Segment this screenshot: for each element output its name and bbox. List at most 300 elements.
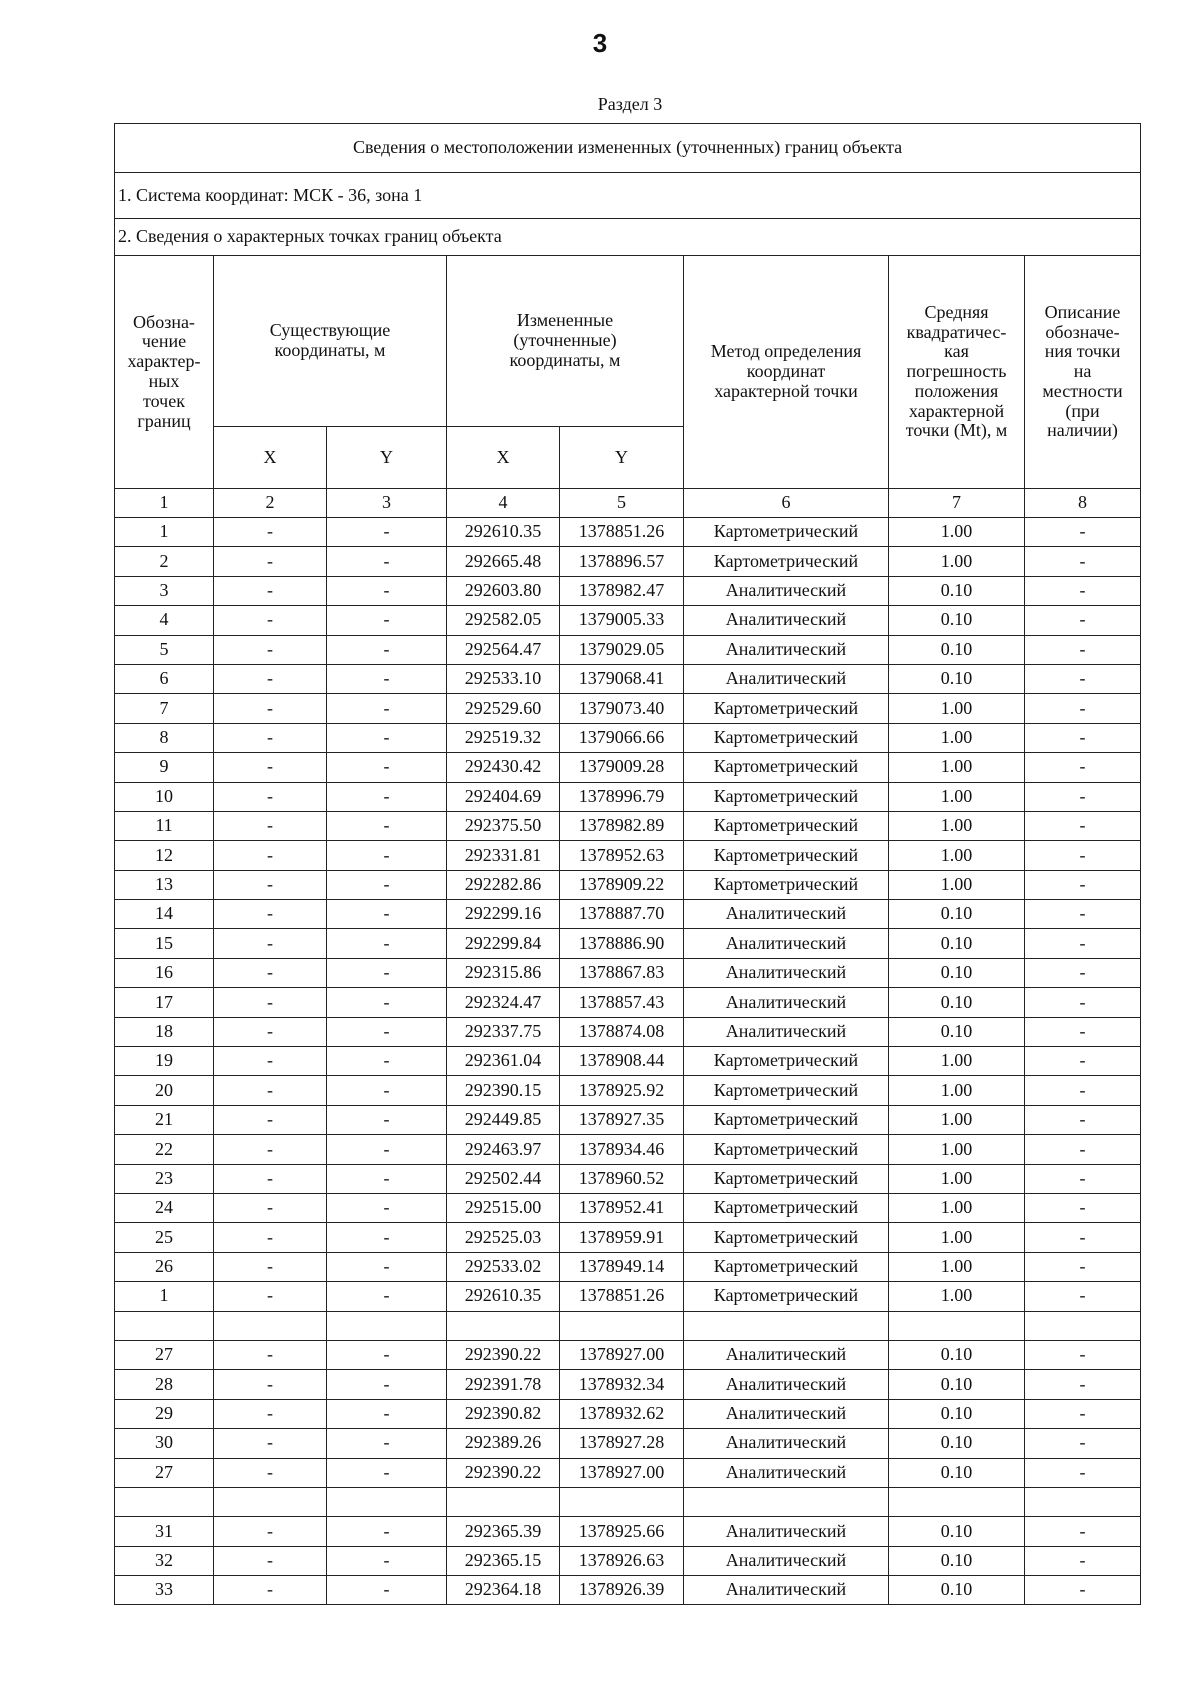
header-line: погрешность — [906, 361, 1007, 382]
existing-x: - — [214, 988, 327, 1017]
description: - — [1025, 753, 1141, 782]
changed-y: 1378927.35 — [560, 1105, 684, 1134]
table-row — [115, 1340, 1141, 1369]
point-number: 26 — [115, 1252, 214, 1281]
existing-x: - — [214, 1576, 327, 1605]
mean-error: 1.00 — [889, 1047, 1025, 1076]
point-number: 18 — [115, 1017, 214, 1046]
existing-x: - — [214, 958, 327, 987]
header-method — [684, 256, 889, 489]
changed-y: 1378927.00 — [560, 1458, 684, 1487]
method: Аналитический — [684, 1399, 889, 1428]
changed-x: 292564.47 — [447, 635, 560, 664]
point-number: 30 — [115, 1429, 214, 1458]
point-number: 27 — [115, 1340, 214, 1369]
changed-y: 1378949.14 — [560, 1252, 684, 1281]
mean-error: 0.10 — [889, 1017, 1025, 1046]
mean-error: 0.10 — [889, 635, 1025, 664]
description: - — [1025, 1458, 1141, 1487]
method: Картометрический — [684, 1193, 889, 1222]
changed-y: 1379009.28 — [560, 753, 684, 782]
method: Аналитический — [684, 988, 889, 1017]
header-line: квадратичес- — [906, 321, 1007, 342]
existing-y: - — [327, 1576, 447, 1605]
description: - — [1025, 1340, 1141, 1369]
changed-y: 1378927.00 — [560, 1340, 684, 1369]
header-line: характер- — [127, 351, 201, 372]
header-line: Существующие — [269, 320, 391, 341]
description: - — [1025, 518, 1141, 547]
description: - — [1025, 1164, 1141, 1193]
description — [1025, 1487, 1141, 1516]
method: Картометрический — [684, 1047, 889, 1076]
existing-y: - — [327, 576, 447, 605]
existing-y: - — [327, 929, 447, 958]
existing-y: - — [327, 1076, 447, 1105]
point-number: 29 — [115, 1399, 214, 1428]
point-number: 24 — [115, 1193, 214, 1222]
changed-y: 1378952.63 — [560, 841, 684, 870]
existing-x: - — [214, 811, 327, 840]
mean-error: 0.10 — [889, 958, 1025, 987]
mean-error: 0.10 — [889, 1546, 1025, 1575]
point-number: 31 — [115, 1517, 214, 1546]
mean-error: 0.10 — [889, 929, 1025, 958]
table-row — [115, 1135, 1141, 1164]
mean-error: 1.00 — [889, 753, 1025, 782]
table-row — [115, 1370, 1141, 1399]
point-number: 19 — [115, 1047, 214, 1076]
description: - — [1025, 1017, 1141, 1046]
point-number: 13 — [115, 870, 214, 899]
method: Аналитический — [684, 1546, 889, 1575]
changed-x: 292449.85 — [447, 1105, 560, 1134]
existing-x: - — [214, 1047, 327, 1076]
point-number — [115, 1487, 214, 1516]
table-row — [115, 635, 1141, 664]
point-number: 22 — [115, 1135, 214, 1164]
changed-x: 292533.10 — [447, 664, 560, 693]
changed-y: 1378982.47 — [560, 576, 684, 605]
existing-y: - — [327, 1193, 447, 1222]
existing-y: - — [327, 664, 447, 693]
table-row — [115, 1399, 1141, 1428]
existing-x — [214, 1311, 327, 1340]
changed-y: 1378934.46 — [560, 1135, 684, 1164]
point-number: 4 — [115, 606, 214, 635]
header-line: кая — [944, 341, 969, 362]
existing-y: - — [327, 1105, 447, 1134]
changed-x: 292404.69 — [447, 782, 560, 811]
existing-x: - — [214, 1076, 327, 1105]
changed-y: 1378886.90 — [560, 929, 684, 958]
method: Картометрический — [684, 753, 889, 782]
column-number: 5 — [560, 489, 684, 518]
table-row — [115, 1047, 1141, 1076]
method: Картометрический — [684, 1282, 889, 1311]
header-mean-error — [889, 256, 1025, 489]
table-row — [115, 1252, 1141, 1281]
existing-y: - — [327, 988, 447, 1017]
method: Картометрический — [684, 723, 889, 752]
table-row — [115, 1576, 1141, 1605]
description: - — [1025, 870, 1141, 899]
method: Аналитический — [684, 664, 889, 693]
mean-error: 1.00 — [889, 1282, 1025, 1311]
changed-y: 1378857.43 — [560, 988, 684, 1017]
header-line: Метод определения — [710, 341, 862, 362]
mean-error: 0.10 — [889, 1458, 1025, 1487]
mean-error: 0.10 — [889, 1370, 1025, 1399]
changed-x: 292282.86 — [447, 870, 560, 899]
existing-x: - — [214, 1517, 327, 1546]
point-number: 20 — [115, 1076, 214, 1105]
separator-row — [115, 1311, 1141, 1340]
header-line: координаты, м — [274, 340, 386, 360]
table-row — [115, 1282, 1141, 1311]
header-line: характерной точки — [714, 380, 858, 401]
existing-y: - — [327, 958, 447, 987]
mean-error — [889, 1311, 1025, 1340]
table-row — [115, 664, 1141, 693]
column-number: 8 — [1025, 489, 1141, 518]
table-row — [115, 694, 1141, 723]
existing-y: - — [327, 547, 447, 576]
changed-y — [560, 1487, 684, 1516]
mean-error: 1.00 — [889, 782, 1025, 811]
changed-y: 1378932.62 — [560, 1399, 684, 1428]
changed-x — [447, 1487, 560, 1516]
point-number: 9 — [115, 753, 214, 782]
boundary-points-table — [114, 123, 1141, 1605]
mean-error: 1.00 — [889, 841, 1025, 870]
changed-y: 1378926.63 — [560, 1546, 684, 1575]
existing-x: - — [214, 1370, 327, 1399]
table-row — [115, 900, 1141, 929]
changed-y: 1378960.52 — [560, 1164, 684, 1193]
point-number: 7 — [115, 694, 214, 723]
changed-x — [447, 1311, 560, 1340]
header-line: (при — [1065, 400, 1100, 421]
header-line: границ — [137, 410, 191, 431]
changed-y: 1378932.34 — [560, 1370, 684, 1399]
header-line: точек — [143, 390, 185, 411]
changed-x: 292299.84 — [447, 929, 560, 958]
mean-error: 0.10 — [889, 1399, 1025, 1428]
description: - — [1025, 606, 1141, 635]
mean-error: 1.00 — [889, 694, 1025, 723]
description: - — [1025, 1282, 1141, 1311]
changed-x: 292361.04 — [447, 1047, 560, 1076]
column-number: 1 — [115, 489, 214, 518]
column-numbers-row — [115, 489, 1141, 518]
changed-y: 1378851.26 — [560, 1282, 684, 1311]
mean-error: 0.10 — [889, 606, 1025, 635]
existing-x: - — [214, 841, 327, 870]
table-row — [115, 1546, 1141, 1575]
existing-y: - — [327, 1252, 447, 1281]
existing-y: - — [327, 518, 447, 547]
mean-error: 1.00 — [889, 1223, 1025, 1252]
mean-error: 1.00 — [889, 1164, 1025, 1193]
table-row — [115, 1076, 1141, 1105]
mean-error: 0.10 — [889, 900, 1025, 929]
changed-x: 292610.35 — [447, 518, 560, 547]
table-row — [115, 1458, 1141, 1487]
existing-x: - — [214, 753, 327, 782]
method: Картометрический — [684, 870, 889, 899]
method — [684, 1311, 889, 1340]
existing-y: - — [327, 635, 447, 664]
description: - — [1025, 811, 1141, 840]
changed-y: 1378982.89 — [560, 811, 684, 840]
existing-x: - — [214, 576, 327, 605]
existing-x: - — [214, 929, 327, 958]
description: - — [1025, 635, 1141, 664]
header-existing-coordinates — [214, 256, 447, 427]
existing-y: - — [327, 782, 447, 811]
description: - — [1025, 1135, 1141, 1164]
page-number: 3 — [592, 28, 608, 58]
point-number: 12 — [115, 841, 214, 870]
method: Аналитический — [684, 958, 889, 987]
existing-x: - — [214, 694, 327, 723]
method: Картометрический — [684, 1105, 889, 1134]
table-row — [115, 841, 1141, 870]
method: Аналитический — [684, 1517, 889, 1546]
mean-error: 1.00 — [889, 1193, 1025, 1222]
description: - — [1025, 1223, 1141, 1252]
existing-y: - — [327, 1429, 447, 1458]
mean-error: 1.00 — [889, 1076, 1025, 1105]
existing-x: - — [214, 1252, 327, 1281]
method: Аналитический — [684, 576, 889, 605]
header-line: обозначе- — [1045, 321, 1120, 342]
changed-x: 292337.75 — [447, 1017, 560, 1046]
changed-x: 292502.44 — [447, 1164, 560, 1193]
changed-y: 1378952.41 — [560, 1193, 684, 1222]
existing-x: - — [214, 1458, 327, 1487]
changed-x: 292610.35 — [447, 1282, 560, 1311]
changed-x: 292331.81 — [447, 841, 560, 870]
point-number: 2 — [115, 547, 214, 576]
method: Аналитический — [684, 1340, 889, 1369]
existing-y: - — [327, 1135, 447, 1164]
description: - — [1025, 576, 1141, 605]
column-number: 3 — [327, 489, 447, 518]
description: - — [1025, 1370, 1141, 1399]
description: - — [1025, 1193, 1141, 1222]
method: Аналитический — [684, 1017, 889, 1046]
point-number: 8 — [115, 723, 214, 752]
method: Картометрический — [684, 811, 889, 840]
existing-x: - — [214, 1429, 327, 1458]
description: - — [1025, 841, 1141, 870]
column-number: 4 — [447, 489, 560, 518]
method: Аналитический — [684, 1576, 889, 1605]
method: Аналитический — [684, 929, 889, 958]
point-number: 3 — [115, 576, 214, 605]
table-row — [115, 782, 1141, 811]
description: - — [1025, 782, 1141, 811]
existing-y: - — [327, 1223, 447, 1252]
existing-x: - — [214, 1223, 327, 1252]
point-number: 25 — [115, 1223, 214, 1252]
description: - — [1025, 900, 1141, 929]
existing-y: - — [327, 1517, 447, 1546]
header-line: положения — [914, 380, 999, 401]
existing-x: - — [214, 1105, 327, 1134]
existing-y — [327, 1311, 447, 1340]
changed-y — [560, 1311, 684, 1340]
header-line: наличии) — [1047, 420, 1118, 441]
description: - — [1025, 664, 1141, 693]
description: - — [1025, 958, 1141, 987]
header-line: Средняя — [924, 301, 989, 322]
changed-x: 292324.47 — [447, 988, 560, 1017]
table-row — [115, 753, 1141, 782]
existing-y: - — [327, 1546, 447, 1575]
changed-x: 292519.32 — [447, 723, 560, 752]
existing-y: - — [327, 1164, 447, 1193]
existing-x: - — [214, 1399, 327, 1428]
changed-x: 292390.22 — [447, 1458, 560, 1487]
header-line: координаты, м — [509, 349, 621, 370]
existing-x: - — [214, 1164, 327, 1193]
existing-y: - — [327, 870, 447, 899]
header-line: Обозна- — [133, 311, 195, 332]
method: Аналитический — [684, 635, 889, 664]
point-number: 32 — [115, 1546, 214, 1575]
existing-x: - — [214, 782, 327, 811]
point-number: 11 — [115, 811, 214, 840]
header-line: точки (Mt), м — [905, 420, 1008, 441]
changed-x: 292390.22 — [447, 1340, 560, 1369]
description: - — [1025, 1517, 1141, 1546]
description: - — [1025, 1105, 1141, 1134]
changed-x: 292390.15 — [447, 1076, 560, 1105]
table-row — [115, 1429, 1141, 1458]
existing-y: - — [327, 753, 447, 782]
existing-x: - — [214, 547, 327, 576]
point-number: 27 — [115, 1458, 214, 1487]
changed-x: 292603.80 — [447, 576, 560, 605]
method: Аналитический — [684, 1370, 889, 1399]
existing-y: - — [327, 606, 447, 635]
changed-y: 1378925.66 — [560, 1517, 684, 1546]
column-number: 7 — [889, 489, 1025, 518]
changed-y: 1378908.44 — [560, 1047, 684, 1076]
column-number: 6 — [684, 489, 889, 518]
changed-x: 292515.00 — [447, 1193, 560, 1222]
mean-error: 1.00 — [889, 723, 1025, 752]
header-line: Измененные — [516, 310, 614, 331]
existing-x: - — [214, 723, 327, 752]
mean-error: 0.10 — [889, 1576, 1025, 1605]
changed-x: 292529.60 — [447, 694, 560, 723]
existing-x: - — [214, 606, 327, 635]
points-info-heading: 2. Сведения о характерных точках границ объекта — [115, 219, 1141, 256]
existing-y: - — [327, 900, 447, 929]
existing-y: - — [327, 723, 447, 752]
method: Картометрический — [684, 1252, 889, 1281]
changed-x: 292533.02 — [447, 1252, 560, 1281]
header-line: на — [1073, 361, 1092, 382]
table-row — [115, 723, 1141, 752]
table-row — [115, 606, 1141, 635]
existing-x: - — [214, 1193, 327, 1222]
changed-y: 1379068.41 — [560, 664, 684, 693]
description: - — [1025, 547, 1141, 576]
table-row — [115, 547, 1141, 576]
point-number: 5 — [115, 635, 214, 664]
method: Аналитический — [684, 1429, 889, 1458]
description: - — [1025, 723, 1141, 752]
description: - — [1025, 988, 1141, 1017]
changed-y: 1379005.33 — [560, 606, 684, 635]
changed-y: 1378874.08 — [560, 1017, 684, 1046]
method: Картометрический — [684, 841, 889, 870]
mean-error: 0.10 — [889, 576, 1025, 605]
point-number: 1 — [115, 518, 214, 547]
table-row — [115, 1517, 1141, 1546]
changed-y: 1378851.26 — [560, 518, 684, 547]
changed-x: 292299.16 — [447, 900, 560, 929]
point-number: 14 — [115, 900, 214, 929]
description: - — [1025, 1076, 1141, 1105]
section-label: Раздел 3 — [597, 94, 663, 114]
changed-y: 1378867.83 — [560, 958, 684, 987]
mean-error: 0.10 — [889, 1517, 1025, 1546]
method — [684, 1487, 889, 1516]
header-line: Описание — [1044, 301, 1121, 322]
changed-y: 1379073.40 — [560, 694, 684, 723]
mean-error: 1.00 — [889, 1252, 1025, 1281]
header-existing-x: X — [214, 427, 327, 489]
existing-x — [214, 1487, 327, 1516]
header-changed-y: Y — [560, 427, 684, 489]
table-row — [115, 929, 1141, 958]
table-row — [115, 1164, 1141, 1193]
point-number: 10 — [115, 782, 214, 811]
mean-error: 0.10 — [889, 1340, 1025, 1369]
existing-x: - — [214, 664, 327, 693]
changed-x: 292463.97 — [447, 1135, 560, 1164]
existing-x: - — [214, 635, 327, 664]
method: Картометрический — [684, 1135, 889, 1164]
table-row — [115, 1193, 1141, 1222]
method: Аналитический — [684, 1458, 889, 1487]
mean-error: 1.00 — [889, 1105, 1025, 1134]
mean-error: 0.10 — [889, 1429, 1025, 1458]
header-line: координат — [746, 361, 826, 382]
method: Картометрический — [684, 547, 889, 576]
existing-y: - — [327, 1340, 447, 1369]
changed-x: 292582.05 — [447, 606, 560, 635]
existing-x: - — [214, 1282, 327, 1311]
existing-y: - — [327, 1047, 447, 1076]
point-number — [115, 1311, 214, 1340]
mean-error: 0.10 — [889, 664, 1025, 693]
existing-x: - — [214, 1135, 327, 1164]
table-row — [115, 518, 1141, 547]
existing-y: - — [327, 1458, 447, 1487]
point-number: 33 — [115, 1576, 214, 1605]
description: - — [1025, 694, 1141, 723]
header-line: чение — [141, 331, 187, 352]
mean-error: 1.00 — [889, 811, 1025, 840]
header-changed-x: X — [447, 427, 560, 489]
